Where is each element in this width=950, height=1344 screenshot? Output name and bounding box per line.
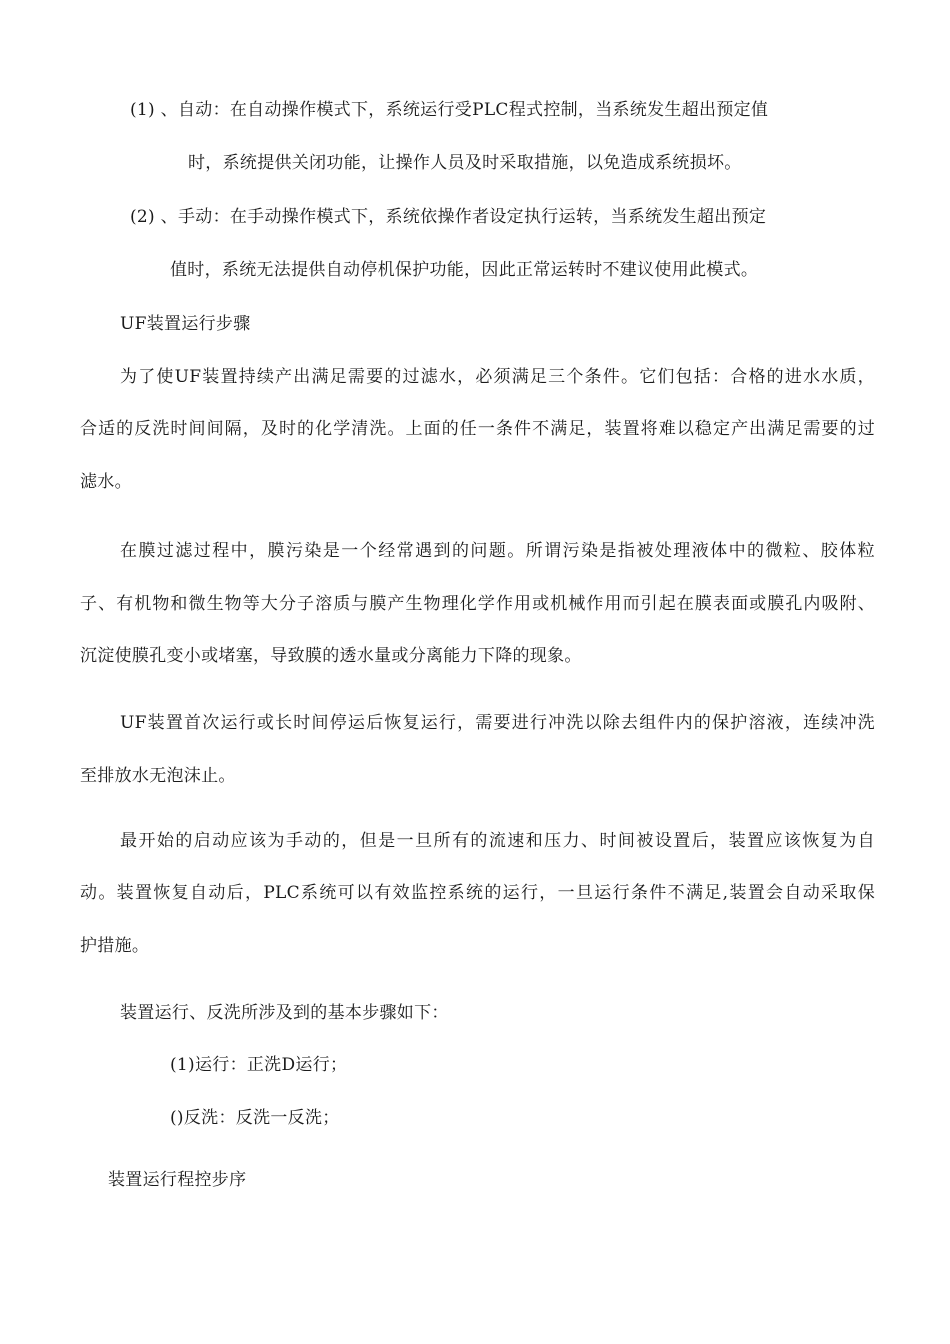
mode-manual-line-2: 值时，系统无法提供自动停机保护功能，因此正常运转时不建议使用此模式。 [170,260,759,280]
conditions-line-3: 滤水。 [80,472,132,492]
startup-line-2: 动。装置恢复自动后，PLC系统可以有效监控系统的运行，一旦运行条件不满足,装置会自动采取保 [80,883,875,903]
fouling-line-2: 子、有机物和微生物等大分子溶质与膜产生物理化学作用或机械作用而引起在膜表面或膜孔内吸附、 [80,594,875,614]
startup-line-1: 最开始的启动应该为手动的，但是一旦所有的流速和压力、时间被设置后，装置应该恢复为自 [120,831,875,851]
fouling-line-1: 在膜过滤过程中，膜污染是一个经常遇到的问题。所谓污染是指被处理液体中的微粒、胶体粒 [120,541,875,561]
flushing-line-2: 至排放水无泡沫止。 [80,766,236,786]
startup-line-3: 护措施。 [80,936,150,956]
flushing-line-1: UF装置首次运行或长时间停运后恢复运行，需要进行冲洗以除去组件内的保护溶液，连续冲洗 [120,713,875,733]
steps-intro: 装置运行、反洗所涉及到的基本步骤如下： [120,1003,449,1023]
mode-manual-line-1: (2) 、手动：在手动操作模式下，系统依操作者设定执行运转，当系统发生超出预定 [130,207,767,227]
fouling-line-3: 沉淀使膜孔变小或堵塞，导致膜的透水量或分离能力下降的现象。 [80,646,582,666]
conditions-line-2: 合适的反洗时间间隔，及时的化学清洗。上面的任一条件不满足，装置将难以稳定产出满足需要的过 [80,419,875,439]
conditions-line-1: 为了使UF装置持续产出满足需要的过滤水，必须满足三个条件。它们包括：合格的进水水质， [120,367,875,387]
step-item-run: (1)运行：正洗D运行； [170,1055,348,1075]
mode-auto-line-2: 时，系统提供关闭功能，让操作人员及时采取措施，以免造成系统损坏。 [188,153,742,173]
closing-heading: 装置运行程控步序 [108,1170,247,1190]
mode-auto-line-1: (1) 、自动：在自动操作模式下，系统运行受PLC程式控制，当系统发生超出预定值 [130,100,769,120]
step-item-backwash: ()反洗：反洗一反洗； [170,1108,340,1128]
section-heading: UF装置运行步骤 [120,314,251,334]
